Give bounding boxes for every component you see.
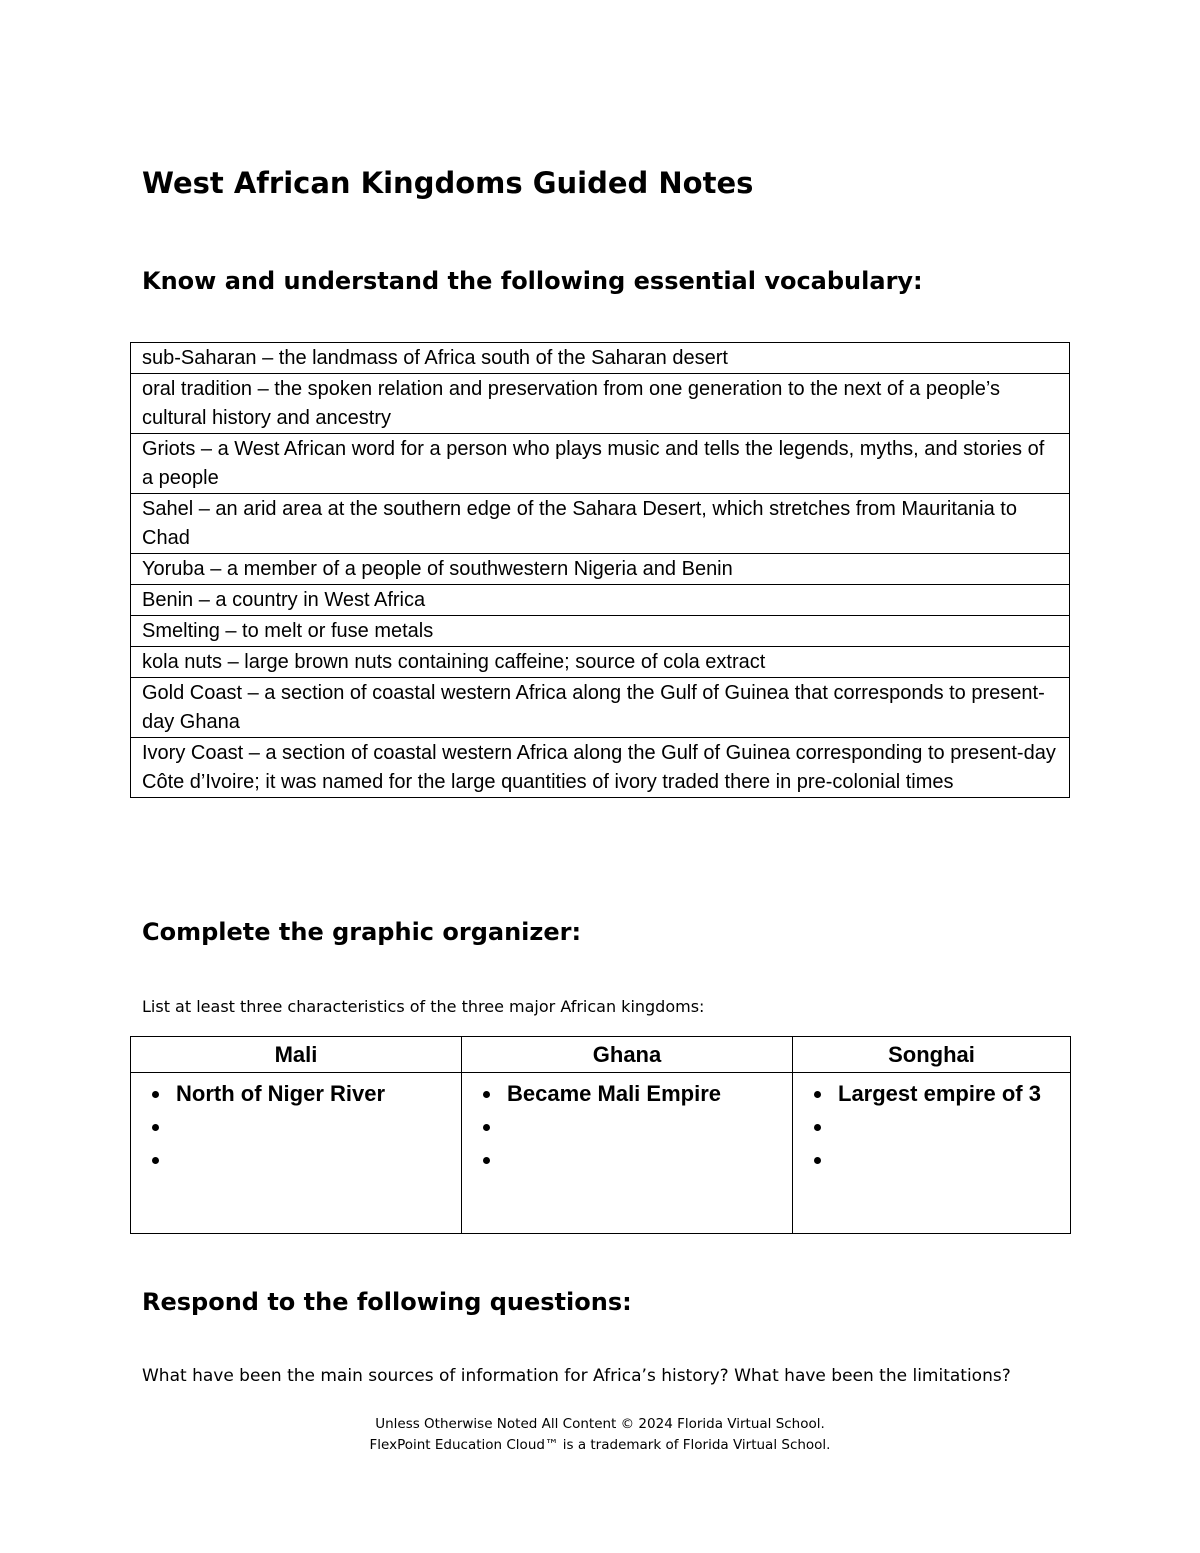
table-row (131, 616, 1070, 647)
list-item[interactable] (834, 1110, 1062, 1143)
vocabulary-term: Ivory Coast – a section of coastal western Africa along the Gulf of Guinea corresponding to present-day Côte d’Ivoire; it was named for the large quantities of ivory traded there in pre-colonial times (131, 738, 1070, 798)
vocabulary-heading: Know and understand the following essential vocabulary: (142, 267, 923, 295)
list-item[interactable] (503, 1110, 784, 1143)
trademark-notice: FlexPoint Education Cloud™ is a trademark of Florida Virtual School. (369, 1437, 831, 1453)
organizer-heading: Complete the graphic organizer: (142, 918, 582, 946)
vocabulary-term: Gold Coast – a section of coastal western Africa along the Gulf of Guinea that corresponds to present-day Ghana (131, 678, 1070, 738)
mali-cell[interactable] (131, 1073, 462, 1234)
list-item[interactable] (503, 1143, 784, 1176)
vocabulary-term: Yoruba – a member of a people of southwestern Nigeria and Benin (131, 554, 1070, 585)
vocabulary-table (130, 342, 1070, 798)
list-item[interactable]: • North of Niger River (172, 1077, 453, 1110)
list-item[interactable] (834, 1143, 1062, 1176)
organizer-body-row (131, 1073, 1071, 1234)
footer (0, 1414, 1200, 1456)
graphic-organizer-table (130, 1036, 1071, 1234)
table-row (131, 647, 1070, 678)
column-header-ghana: Ghana (462, 1037, 793, 1073)
songhai-characteristics-list (793, 1077, 1062, 1176)
column-header-songhai: Songhai (793, 1037, 1071, 1073)
table-row (131, 585, 1070, 616)
vocabulary-term: Benin – a country in West Africa (131, 585, 1070, 616)
vocabulary-term: Griots – a West African word for a person who plays music and tells the legends, myths, and stories of a people (131, 434, 1070, 494)
vocabulary-term: sub-Saharan – the landmass of Africa south of the Saharan desert (131, 343, 1070, 374)
table-row (131, 554, 1070, 585)
vocabulary-term: Smelting – to melt or fuse metals (131, 616, 1070, 647)
table-row (131, 434, 1070, 494)
list-item[interactable]: • Became Mali Empire (503, 1077, 784, 1110)
questions-heading: Respond to the following questions: (142, 1288, 632, 1316)
table-row (131, 343, 1070, 374)
table-row (131, 678, 1070, 738)
mali-characteristics-list (131, 1077, 453, 1176)
organizer-instruction: List at least three characteristics of the three major African kingdoms: (142, 997, 705, 1016)
table-row (131, 738, 1070, 798)
ghana-characteristics-list (462, 1077, 784, 1176)
vocabulary-term: kola nuts – large brown nuts containing caffeine; source of cola extract (131, 647, 1070, 678)
list-item[interactable]: • Largest empire of 3 (834, 1077, 1062, 1110)
copyright-notice: Unless Otherwise Noted All Content © 2024 Florida Virtual School. (375, 1416, 825, 1432)
question-text: What have been the main sources of information for Africa’s history? What have been the limitations? (142, 1366, 1011, 1386)
column-header-mali: Mali (131, 1037, 462, 1073)
vocabulary-term: oral tradition – the spoken relation and preservation from one generation to the next of a people’s cultural history and ancestry (131, 374, 1070, 434)
list-item[interactable] (172, 1143, 453, 1176)
organizer-header-row (131, 1037, 1071, 1073)
songhai-cell[interactable] (793, 1073, 1071, 1234)
table-row (131, 494, 1070, 554)
table-row (131, 374, 1070, 434)
ghana-cell[interactable] (462, 1073, 793, 1234)
vocabulary-term: Sahel – an arid area at the southern edge of the Sahara Desert, which stretches from Mauritania to Chad (131, 494, 1070, 554)
page-title: West African Kingdoms Guided Notes (142, 166, 754, 200)
list-item[interactable] (172, 1110, 453, 1143)
